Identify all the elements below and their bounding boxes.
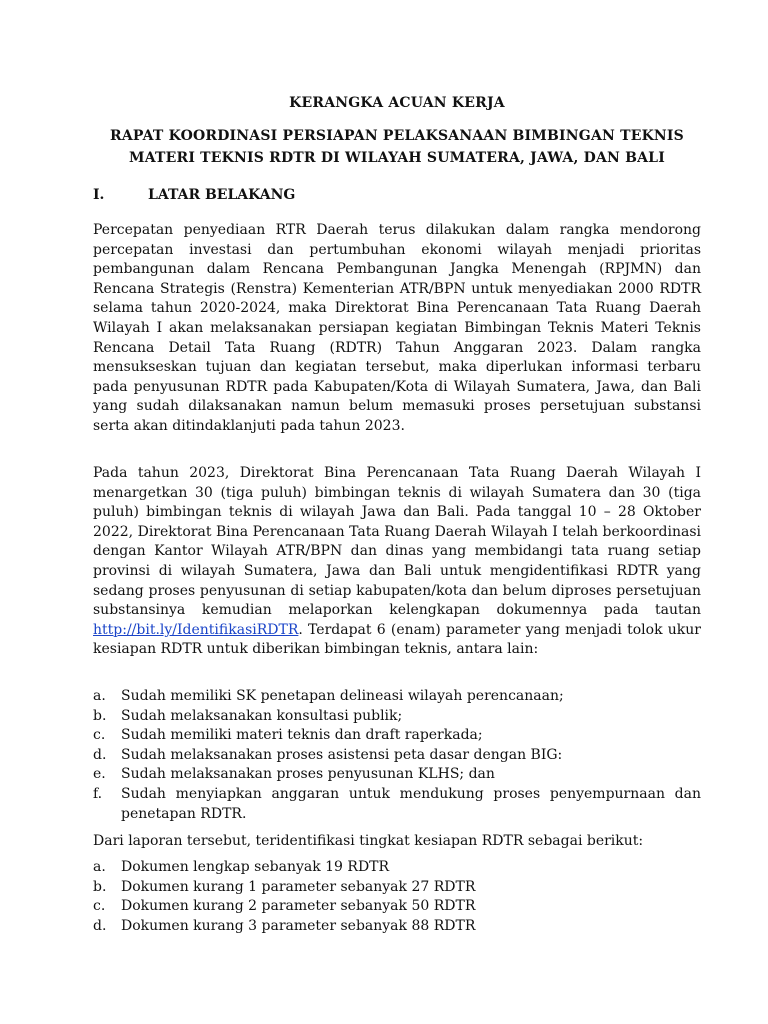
paragraph-2-text-start: Pada tahun 2023, Direktorat Bina Perencanaan Tata Ruang Daerah Wilayah I menargetkan 30 (tiga puluh) bimbingan teknis di wilayah Sumatera dan 30 (tiga puluh) bimbingan teknis di wilayah Jawa dan Bali. Pada tanggal 10 – 28 Oktober 2022, Direktorat Bina Perencanaan Tata Ruang Daerah Wilayah I telah berkoordinasi dengan Kantor Wilayah ATR/BPN dan dinas yang membidangi tata ruang setiap provinsi di wilayah Sumatera, Jawa dan Bali untuk mengidentifikasi RDTR yang sedang proses penyusunan di setiap kabupaten/kota dan belum diproses persetujuan substansinya kemudian melaporkan kelengkapan dokumennya pada tautan [93,465,701,619]
section-number: I. [93,187,105,203]
list-item [93,746,701,766]
list-item [93,897,701,917]
list-item [93,878,701,898]
list-item [93,687,701,707]
paragraph-background-2 [93,464,701,660]
list-item-text: Sudah melaksanakan proses asistensi peta dasar dengan BIG: [121,746,563,763]
readiness-criteria-list [93,687,701,824]
list-marker: d. [93,746,107,763]
list-item [93,726,701,746]
document-subtitle-line-2: MATERI TEKNIS RDTR DI WILAYAH SUMATERA, JAWA, DAN BALI [129,150,665,166]
readiness-status-list [93,858,701,936]
list-item-text: Sudah menyiapkan anggaran untuk mendukung proses penyempurnaan dan penetapan RDTR. [121,785,701,822]
list-marker: a. [93,859,106,875]
list-marker: f. [93,785,103,802]
list-item-text: Dokumen lengkap sebanyak 19 RDTR [121,859,390,875]
list-marker: b. [93,878,107,895]
list-marker: c. [93,727,106,744]
section-heading [93,187,295,203]
list-item [93,765,701,785]
document-title: KERANGKA ACUAN KERJA [289,95,505,111]
document-subtitle-line-1: RAPAT KOORDINASI PERSIAPAN PELAKSANAAN BIMBINGAN TEKNIS [110,128,684,144]
list-item-text: Sudah melaksanakan konsultasi publik; [121,707,403,724]
list-item-text: Dokumen kurang 2 parameter sebanyak 50 RDTR [121,898,476,915]
list-marker: d. [93,917,107,934]
list-item [93,707,701,727]
paragraph-background-1: Percepatan penyediaan RTR Daerah terus dilakukan dalam rangka mendorong percepatan investasi dan pertumbuhan ekonomi wilayah menjadi prioritas pembangunan dalam Rencana Pembangunan Jangka Menengah (RPJMN) dan Rencana Strategis (Renstra) Kementerian ATR/BPN untuk menyediakan 2000 RDTR selama tahun 2020-2024, maka Direktorat Bina Perencanaan Tata Ruang Daerah Wilayah I akan melaksanakan persiapan kegiatan Bimbingan Teknis Materi Teknis Rencana Detail Tata Ruang (RDTR) Tahun Anggaran 2023. Dalam rangka mensukseskan tujuan dan kegiatan tersebut, maka diperlukan informasi terbaru pada penyusunan RDTR pada Kabupaten/Kota di Wilayah Sumatera, Jawa, dan Bali yang sudah dilaksanakan namun belum memasuki proses persetujuan substansi serta akan ditindaklanjuti pada tahun 2023. [93,222,701,434]
paragraph-2-text-end: . Terdapat 6 (enam) parameter yang menjadi tolok ukur kesiapan RDTR untuk diberikan bimbingan teknis, antara lain: [93,621,701,658]
list-item-text: Dokumen kurang 3 parameter sebanyak 88 RDTR [121,917,476,934]
list-item-text: Sudah melaksanakan proses penyusunan KLHS; dan [121,766,495,783]
identifikasi-rdtr-link[interactable]: http://bit.ly/IdentifikasiRDTR [93,621,299,638]
list-item-text: Dokumen kurang 1 parameter sebanyak 27 RDTR [121,878,476,895]
list-marker: b. [93,707,107,724]
list-marker: e. [93,766,106,783]
list-item [93,917,701,937]
list-item-text: Sudah memiliki materi teknis dan draft raperkada; [121,727,483,744]
list-marker: a. [93,688,106,704]
paragraph-readiness-intro: Dari laporan tersebut, teridentifikasi tingkat kesiapan RDTR sebagai berikut: [93,833,644,849]
list-marker: c. [93,898,106,915]
list-item [93,858,701,878]
list-item [93,785,701,824]
section-title: LATAR BELAKANG [148,187,296,203]
list-item-text: Sudah memiliki SK penetapan delineasi wilayah perencanaan; [121,688,564,704]
